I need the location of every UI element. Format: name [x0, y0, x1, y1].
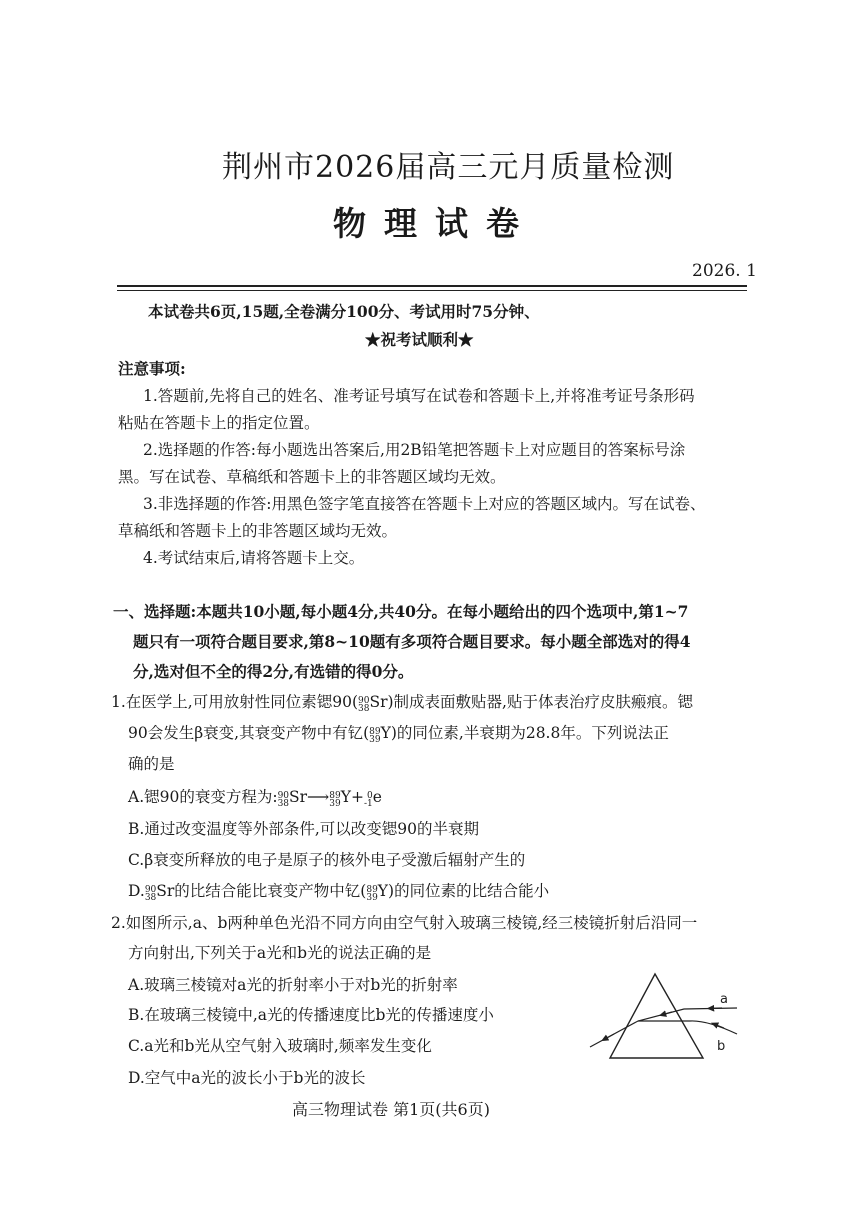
question-1-text-2: 90会发生β衰变,其衰变产物中有钇( 89 39 Y)的同位素,半衰期为28.8年。下列说法正: [128, 724, 669, 746]
section-heading-line: 题只有一项符合题目要求,第8~10题有多项符合题目要求。每小题全部选对的得4: [133, 632, 691, 651]
question-1-text: 1.在医学上,可用放射性同位素锶90( 90 38 Sr)制成表面敷贴器,贴于体表治疗皮肤瘢痕。锶: [111, 693, 693, 715]
page-footer: 高三物理试卷 第1页(共6页): [292, 1100, 490, 1119]
q2-option-c[interactable]: C.a光和b光从空气射入玻璃时,频率发生变化: [128, 1037, 432, 1055]
exam-summary: 本试卷共6页,15题,全卷满分100分、考试用时75分钟、: [148, 302, 540, 321]
question-2-text-2: 方向射出,下列关于a光和b光的说法正确的是: [128, 944, 432, 962]
exam-title: 荆州市2026届高三元月质量检测: [222, 150, 675, 185]
exam-wish: ★祝考试顺利★: [365, 330, 474, 349]
section-heading: 一、选择题:本题共10小题,每小题4分,共40分。在每小题给出的四个选项中,第1~7: [113, 602, 689, 621]
exam-date: 2026. 1: [692, 261, 757, 281]
note-line: 3.非选择题的作答:用黑色签字笔直接答在答题卡上对应的答题区域内。写在试卷、: [143, 495, 706, 513]
q2-option-d[interactable]: D.空气中a光的波长小于b光的波长: [128, 1069, 366, 1087]
question-1-text-3: 确的是: [128, 755, 175, 773]
note-line: 1.答题前,先将自己的姓名、准考证号填写在试卷和答题卡上,并将准考证号条形码: [143, 387, 695, 405]
header-rule-thick: [117, 285, 747, 287]
q2-option-a[interactable]: A.玻璃三棱镜对a光的折射率小于对b光的折射率: [128, 976, 458, 994]
y-nuclide-script: 89 39: [369, 727, 381, 746]
q1-option-c[interactable]: C.β衰变所释放的电子是原子的核外电子受激后辐射产生的: [128, 851, 526, 869]
note-line: 4.考试结束后,请将答题卡上交。: [143, 549, 365, 567]
q2-option-b[interactable]: B.在玻璃三棱镜中,a光的传播速度比b光的传播速度小: [128, 1006, 494, 1024]
q1-option-a[interactable]: A.锶90的衰变方程为: 90 38 Sr⟶ 89 39 Y+ 0 -1 e: [128, 788, 382, 810]
sr-nuclide-script: 90 38: [358, 696, 370, 715]
q1-option-d[interactable]: D. 90 38 Sr的比结合能比衰变产物中钇( 89 39 Y)的同位素的比结合能小: [128, 882, 550, 904]
label-b: b: [717, 1039, 726, 1054]
note-line: 粘贴在答题卡上的指定位置。: [118, 414, 320, 432]
q1-option-b[interactable]: B.通过改变温度等外部条件,可以改变锶90的半衰期: [128, 820, 479, 838]
note-line: 2.选择题的作答:每小题选出答案后,用2B铅笔把答题卡上对应题目的答案标号涂: [143, 441, 686, 459]
note-line: 草稿纸和答题卡上的非答题区域均无效。: [118, 522, 398, 540]
label-a: a: [720, 992, 728, 1007]
exam-subtitle: 物理试卷: [333, 204, 537, 243]
header-rule-thin: [117, 290, 747, 291]
note-line: 黑。写在试卷、草稿纸和答题卡上的非答题区域均无效。: [118, 468, 506, 486]
notes-heading: 注意事项:: [118, 359, 186, 378]
question-2-text: 2.如图所示,a、b两种单色光沿不同方向由空气射入玻璃三棱镜,经三棱镜折射后沿同一: [111, 914, 698, 932]
section-heading-line: 分,选对但不全的得2分,有选错的得0分。: [133, 662, 414, 681]
prism-diagram: [582, 968, 752, 1068]
